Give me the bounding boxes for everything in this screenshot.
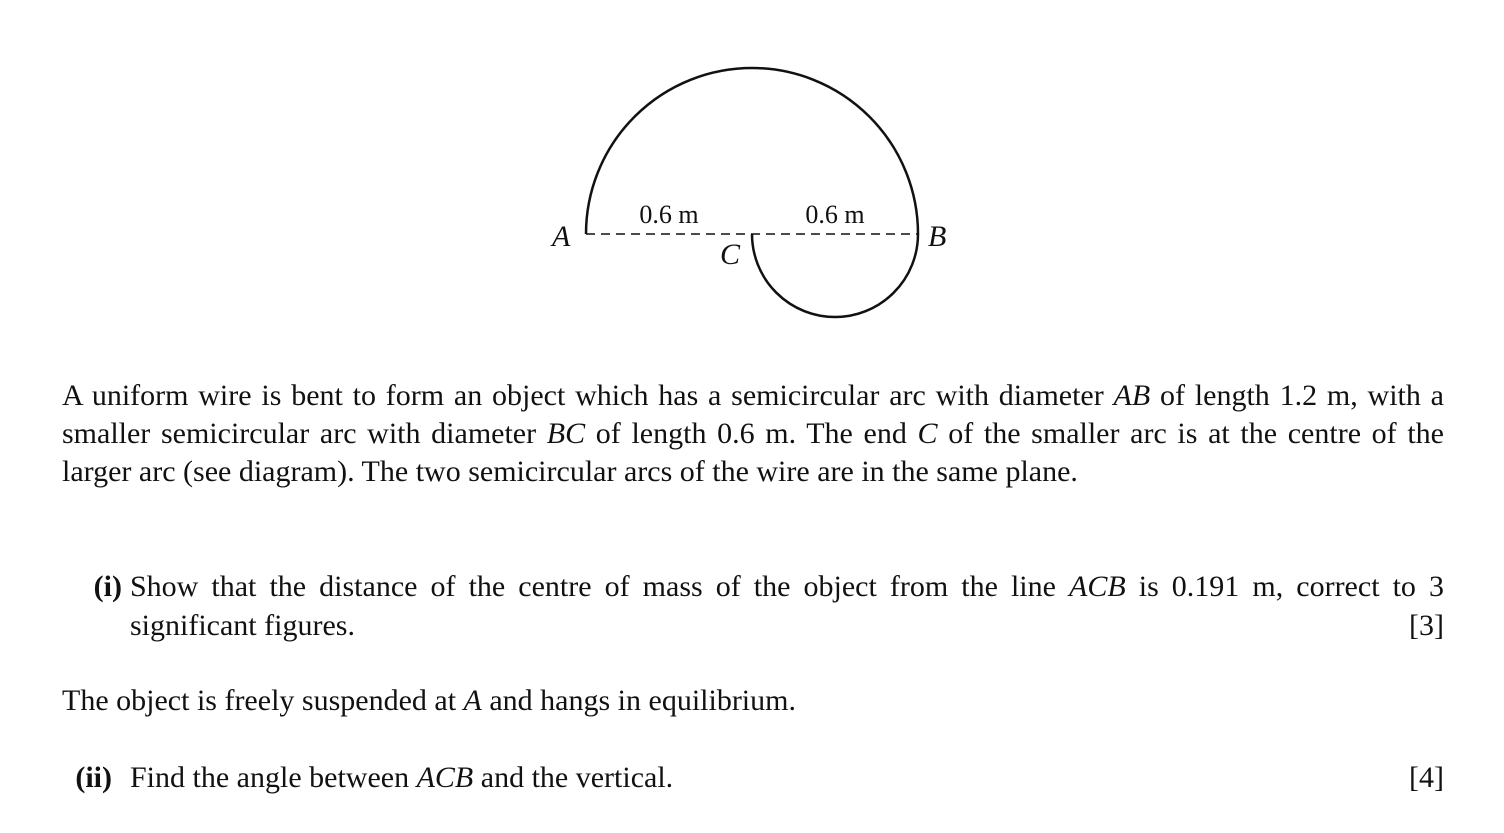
middle-text-2: and hangs in equilibrium. — [481, 684, 796, 717]
question-ii-text-1: Find the angle between — [130, 761, 417, 794]
question-ii-text — [130, 758, 1444, 797]
question-i-text-2: is 0.191 m, correct to 3 significant figures. — [130, 570, 1444, 642]
question-i — [62, 567, 1444, 647]
wire-diagram — [0, 0, 1504, 340]
intro-c: C — [917, 417, 938, 450]
question-ii — [62, 758, 1444, 798]
question-ii-text-2: and the vertical. — [473, 761, 674, 794]
middle-text-1: The object is freely suspended at — [62, 684, 464, 717]
question-i-text — [130, 567, 1444, 645]
question-i-number: (i) — [93, 570, 122, 603]
point-label-a: A — [552, 220, 571, 253]
suspension-paragraph — [62, 682, 1444, 720]
question-ii-number: (ii) — [75, 761, 112, 794]
large-semicircle-arc — [586, 68, 918, 234]
intro-text-3: of length 0.6 m. The end — [585, 417, 918, 450]
point-label-b: B — [928, 220, 947, 253]
intro-bc: BC — [546, 417, 586, 450]
intro-text-4: of the smaller arc is at the centre of the larger arc (see diagram). The two semicircular arcs of the wire are in the same plane. — [62, 417, 1444, 488]
question-ii-marks: [4] — [1409, 761, 1444, 794]
intro-paragraph — [62, 377, 1444, 491]
intro-text-2: of length 1.2 m, with a smaller semicircular arc with diameter — [62, 379, 1444, 450]
dimension-label-left: 0.6 m — [639, 200, 699, 229]
question-i-marks: [3] — [1409, 609, 1444, 642]
dimension-label-right: 0.6 m — [805, 200, 865, 229]
question-i-acb: ACB — [1069, 570, 1126, 603]
intro-ab: AB — [1113, 379, 1151, 412]
middle-a: A — [463, 684, 482, 717]
intro-text-1: A uniform wire is bent to form an object which has a semicircular arc with diameter — [62, 379, 1114, 412]
question-i-text-1: Show that the distance of the centre of mass of the object from the line — [130, 570, 1069, 603]
small-semicircle-arc — [752, 234, 918, 317]
question-ii-acb: ACB — [416, 761, 474, 794]
point-label-c: C — [720, 238, 741, 271]
